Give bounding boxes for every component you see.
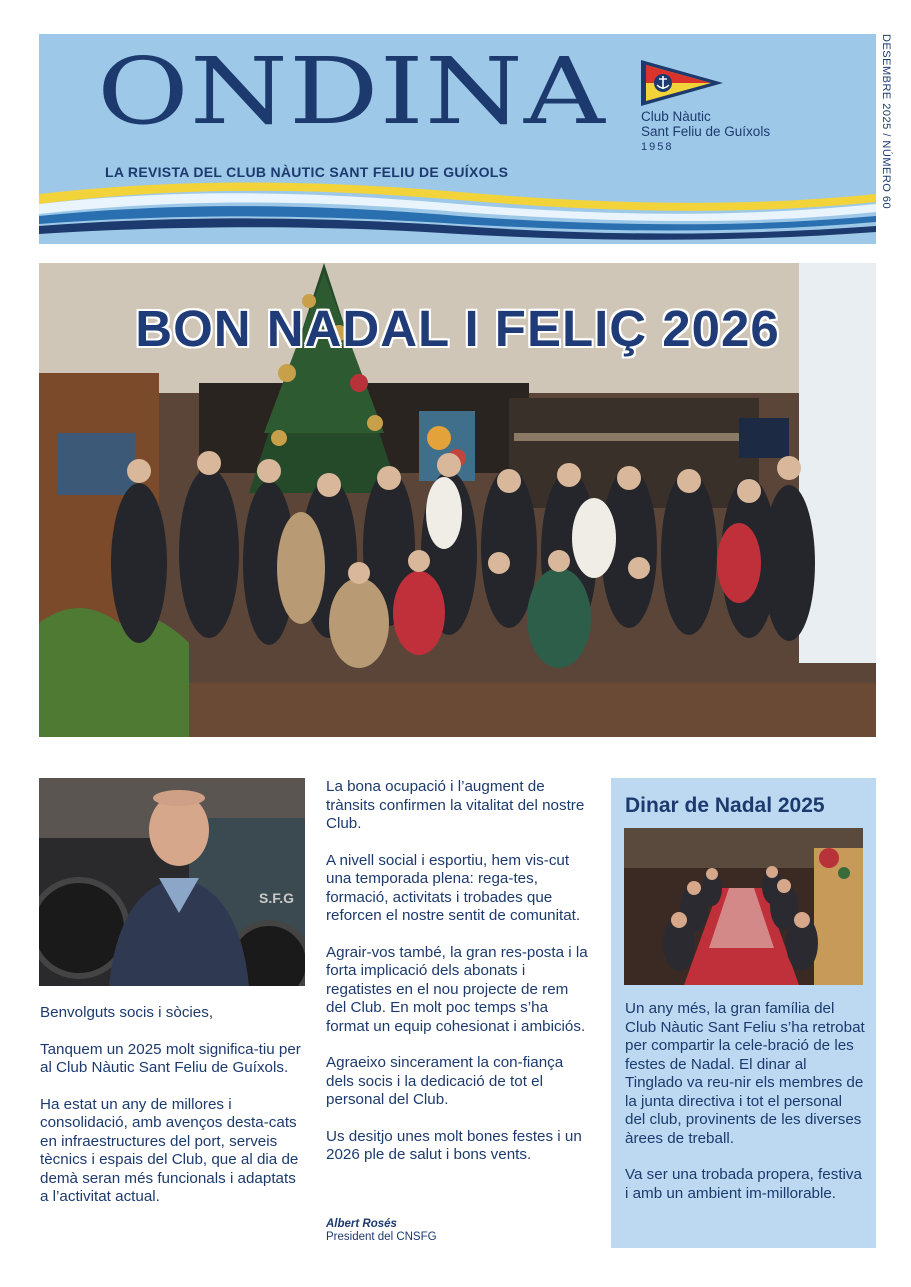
signature-role: President del CNSFG	[326, 1231, 437, 1243]
hero-group-photo	[39, 263, 876, 737]
club-name-line1: Club Nàutic	[641, 109, 711, 124]
letter-greeting: Benvolguts socis i sòcies,	[40, 1004, 214, 1021]
signature-name: Albert Rosés	[326, 1218, 397, 1230]
sidebar-text	[625, 1000, 865, 1221]
sidebar-paragraph: Va ser una trobada propera, festiva i amb un ambient im-millorable.	[625, 1166, 862, 1202]
letter-paragraph: Agrair-vos també, la gran res-posta i la forta implicació dels abonats i regatistes en el nou projecte de rem del Club. En molt poc temps s’ha format un equip cohesionat i ambiciós.	[326, 943, 588, 1035]
sidebar-paragraph: Un any més, la gran família del Club Nàutic Sant Feliu s’ha retrobat per compartir la cele-bració de les festes de Nadal. El dinar al Tinglado va reu-nir els membres de la junta directiva i tot el personal del club, provinents de les diverses àrees de treball.	[625, 1000, 865, 1147]
masthead-waves	[39, 164, 876, 244]
letter-paragraph: Agraeixo sincerament la con-fiança dels socis i la dedicació de tot el personal del Club.	[326, 1054, 564, 1108]
issue-date: DESEMBRE 2025 / NÚMERO 60	[880, 34, 892, 210]
svg-text:S.F.G: S.F.G	[259, 890, 295, 906]
letter-paragraph: La bona ocupació i l’augment de trànsits confirmen la vitalitat del nostre Club.	[326, 778, 585, 832]
lunch-photo-image	[624, 828, 863, 985]
letter-paragraph: Tanquem un 2025 molt significa-tiu per al Club Nàutic Sant Feliu de Guíxols.	[40, 1040, 301, 1076]
letter-paragraph: A nivell social i esportiu, hem vis-cut una temporada plena: rega-tes, formació, activitats i trobades que reforcen el nostre sentit de comunitat.	[326, 851, 581, 924]
sidebar-title: Dinar de Nadal 2025	[625, 794, 825, 817]
letter-column-2	[326, 778, 592, 1183]
club-burgee-logo-icon	[641, 60, 723, 106]
lunch-photo	[624, 828, 863, 985]
hero-headline: BON NADAL I FELIÇ 2026	[135, 300, 780, 357]
letter-column-1	[40, 1004, 305, 1225]
magazine-title: ONDINA	[97, 38, 606, 146]
president-portrait	[39, 778, 305, 986]
magazine-subtitle: LA REVISTA DEL CLUB NÀUTIC SANT FELIU DE GUÍXOLS	[105, 164, 509, 180]
club-name	[641, 109, 770, 139]
masthead	[39, 34, 876, 244]
letter-paragraph: Us desitjo unes molt bones festes i un 2026 ple de salut i bons vents.	[326, 1127, 582, 1163]
signature	[326, 1218, 437, 1244]
president-portrait-image	[39, 778, 305, 986]
club-name-line2: Sant Feliu de Guíxols	[641, 124, 771, 139]
club-founding-year: 1958	[641, 141, 674, 153]
letter-paragraph: Ha estat un any de millores i consolidació, amb avenços desta-cats en infraestructures del port, serveis tècnics i espais del Club, que al dia de demà seran més funcionals i adaptats a l’activitat actual.	[40, 1095, 299, 1205]
christmas-lunch-sidebar	[611, 778, 876, 1248]
